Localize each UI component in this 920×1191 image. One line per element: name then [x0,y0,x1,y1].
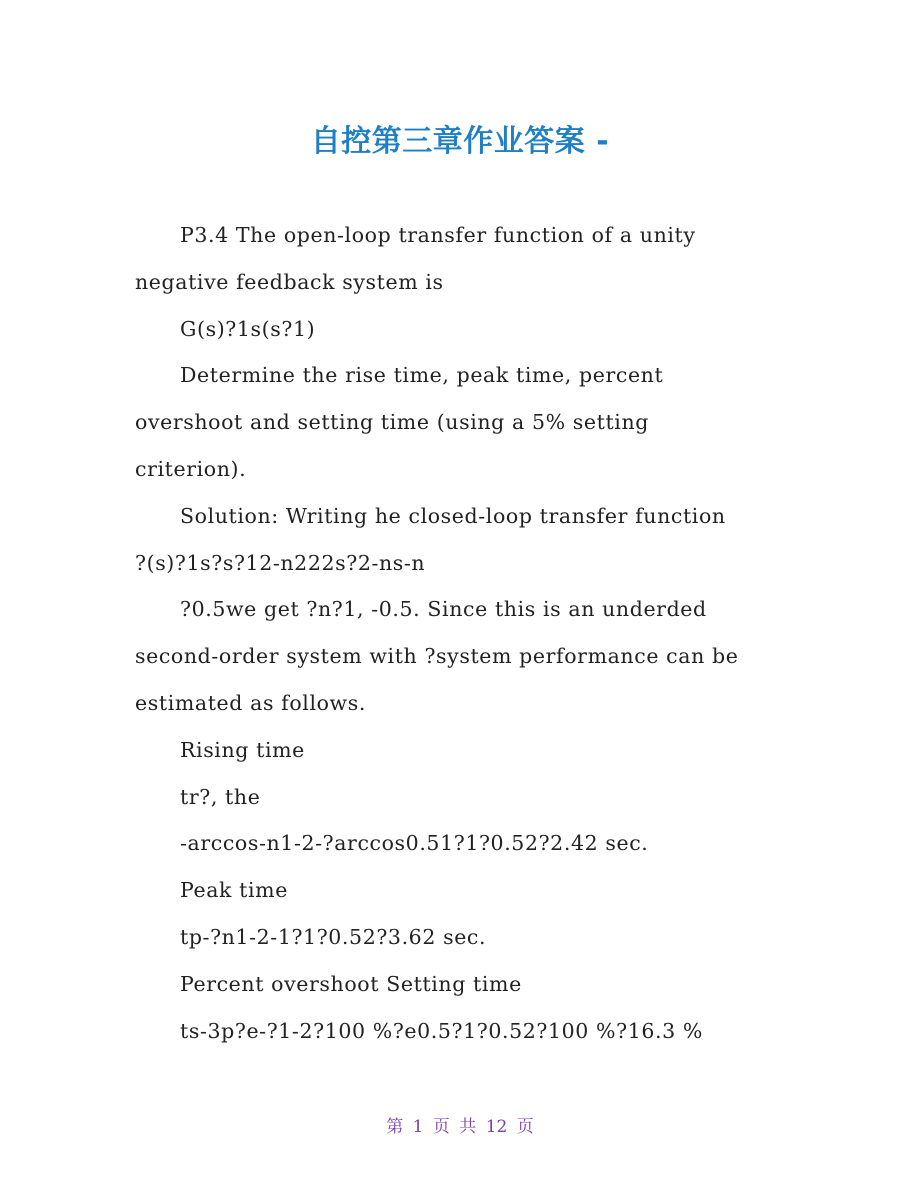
paragraph-line: Rising time [180,737,305,762]
paragraph-line: negative feedback system is [135,269,444,294]
paragraph-line: ?0.5we get ?n?1, -0.5. Since this is an underded [180,597,707,622]
paragraph-line: P3.4 The open-loop transfer function of a unity [180,223,696,247]
paragraph-line: tr?, the [180,784,261,809]
paragraph-line: criterion). [135,456,247,481]
paragraph-line: Determine the rise time, peak time, percent [180,363,664,388]
paragraph-line: Percent overshoot Setting time [180,971,522,996]
page-footer: 第 1 页 共 12 页 [386,1117,534,1137]
paragraph-line: Solution: Writing he closed-loop transfer function [180,503,726,528]
paragraph-line: tp-?n1-2-1?1?0.52?3.62 sec. [180,924,487,949]
paragraph-line: estimated as follows. [135,690,366,715]
paragraph-line: Peak time [180,878,288,903]
paragraph-line: ts-3p?e-?1-2?100 %?e0.5?1?0.52?100 %?16.3 % [180,1018,703,1043]
paragraph-line: -arccos-n1-2-?arccos0.51?1?0.52?2.42 sec. [180,831,649,856]
document-body [135,212,795,1054]
page-title: 自控第三章作业答案 - [310,124,610,159]
paragraph-line: G(s)?1s(s?1) [180,316,316,341]
paragraph-line: overshoot and setting time (using a 5% setting [135,410,649,435]
paragraph-line: second-order system with ?system performance can be [135,644,739,669]
paragraph-line: ?(s)?1s?s?12-n222s?2-ns-n [135,550,426,575]
